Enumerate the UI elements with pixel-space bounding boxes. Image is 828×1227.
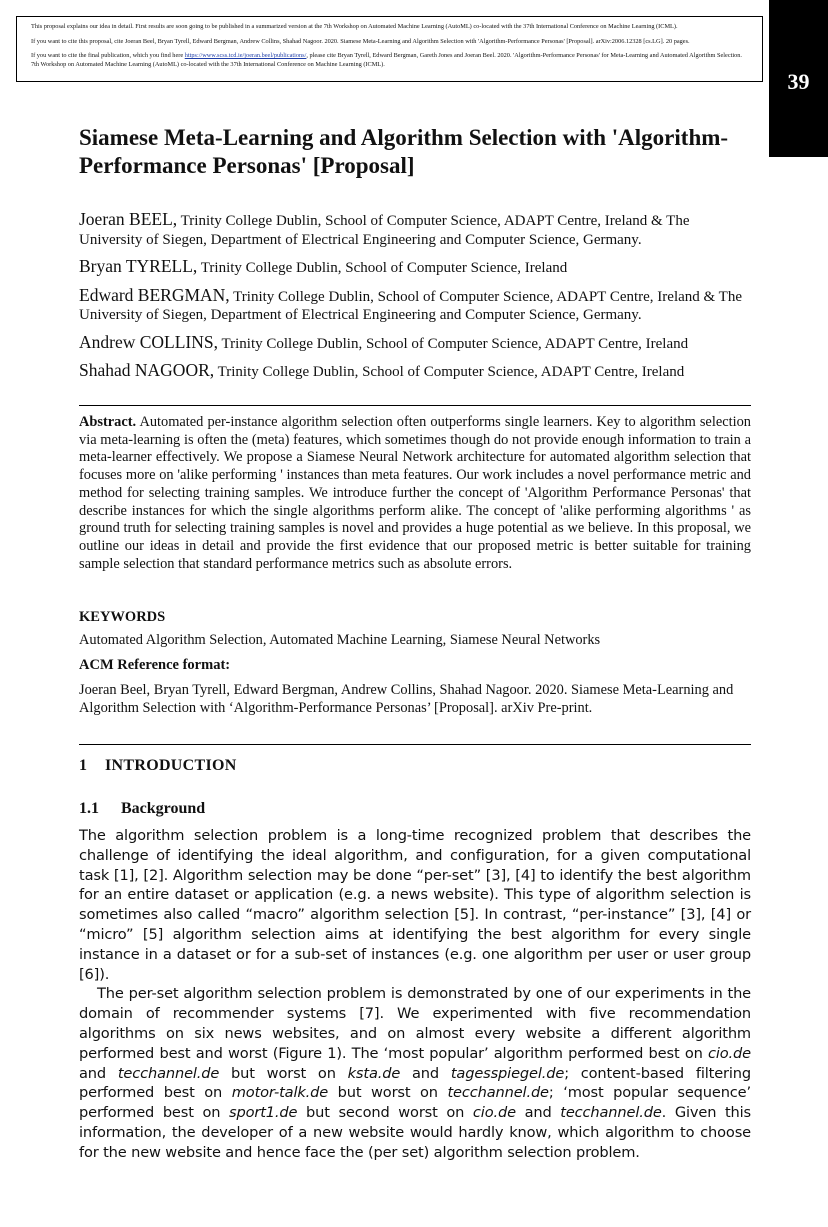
author-entry: [79, 257, 751, 278]
section-title: INTRODUCTION: [105, 757, 237, 774]
author-name: Joeran BEEL,: [79, 209, 178, 229]
abstract: [79, 405, 751, 573]
website-name: tecchannel.de: [560, 1104, 662, 1122]
section-number: 1: [79, 757, 88, 774]
text-run: but second worst on: [297, 1104, 473, 1122]
subsection-title: Background: [121, 800, 206, 817]
paper-title: Siamese Meta-Learning and Algorithm Selection with 'Algorithm-Performance Personas' [Proposal]: [79, 125, 729, 178]
author-name: Edward BERGMAN,: [79, 284, 230, 305]
website-name: cio.de: [472, 1104, 516, 1122]
text-run: The per-set algorithm selection problem is demonstrated by one of our experiments in the domain of recommender systems [7]. We experimented with five recommendation algorithms on six news websites, and on almost every website a different algorithm performed best and worst (Figure 1). The ‘most popular’ algorithm performed best on: [79, 985, 751, 1062]
text-run: ; ‘most popular sequence’ performed best on: [79, 1084, 751, 1122]
author-name: Shahad NAGOOR,: [79, 360, 215, 380]
author-name: Andrew COLLINS,: [79, 331, 219, 352]
website-name: motor-talk.de: [231, 1084, 329, 1102]
author-list: [79, 210, 751, 390]
text-run: but worst on: [219, 1064, 348, 1082]
text-run: but worst on: [328, 1084, 448, 1102]
website-name: cio.de: [708, 1044, 751, 1062]
author-entry: [79, 286, 751, 325]
author-name: Bryan TYRELL,: [79, 256, 198, 276]
paragraph-1: The algorithm selection problem is a long-time recognized problem that describes the challenge of identifying the ideal algorithm, and configuration, for a given computational task [1], [2]. Algorithm selection may be done “per-set” [3], [4] to identify the best algorithm for an entire dataset or application (e.g. a news website). This type of algorithm selection is sometimes also called “macro” algorithm selection [5]. In contrast, “per-instance” [3], [4] or “micro” [5] algorithm selection aims at identifying the best algorithm for every single instance in a dataset or for a sub-set of instances (e.g. one algorithm per user or user group [6]).: [79, 827, 751, 983]
paragraph-2: [79, 984, 751, 1162]
author-affiliation: Trinity College Dublin, School of Computer Science, ADAPT Centre, Ireland & The University of Siegen, Department of Electrical Engineering and Computer Science, Germany.: [79, 213, 690, 248]
author-entry: [79, 210, 751, 249]
website-name: sport1.de: [229, 1104, 298, 1122]
author-entry: [79, 361, 751, 382]
text-run: and: [79, 1064, 118, 1082]
subsection-heading: [79, 800, 751, 818]
author-affiliation: Trinity College Dublin, School of Computer Science, ADAPT Centre, Ireland: [217, 364, 685, 380]
keywords-heading: KEYWORDS: [79, 609, 166, 625]
text-run: . Given this information, the developer of a new website would hardly know, which algorithm to choose for the new website and hence face the (per set) algorithm selection problem.: [79, 1104, 751, 1161]
text-run: ; content-based filtering performed best on: [79, 1064, 752, 1102]
notice-line-3: [31, 52, 748, 69]
website-name: tagesspiegel.de: [450, 1064, 565, 1082]
subsection-number: 1.1: [79, 800, 99, 817]
acm-reference-text: Joeran Beel, Bryan Tyrell, Edward Bergman, Andrew Collins, Shahad Nagoor. 2020. Siamese Meta-Learning and Algorithm Selection with ‘Algorithm-Performance Personas’ [Proposal]. arXiv Pre-print.: [79, 682, 734, 716]
section-divider: [79, 744, 751, 745]
abstract-label: Abstract.: [79, 414, 137, 430]
website-name: tecchannel.de: [447, 1084, 549, 1102]
citation-notice-box: [16, 16, 763, 82]
acm-reference-heading: ACM Reference format:: [79, 657, 231, 673]
text-run: and: [400, 1064, 451, 1082]
abstract-text: Automated per-instance algorithm selection often outperforms single learners. Key to algorithm selection via meta-learning is often the (meta) features, which sometimes though do not provide enough information to train a meta-learner effectively. We propose a Siamese Neural Network architecture for automated algorithm selection that focuses more on 'alike performing ' instances than meta features. Our work includes a novel performance metric and method for selecting training samples. We introduce further the concept of 'Algorithm Performance Personas' that describe instances for which the single algorithms perform alike. The concept of 'alike performing algorithms ' as ground truth for selecting training samples is novel and provides a huge potential as we believe. In this proposal, we outline our ideas in detail and provide the first evidence that our proposed metric is better suitable for training sample selection that standard performance metrics such as absolute errors.: [79, 414, 751, 572]
author-entry: [79, 333, 751, 354]
keywords-text: Automated Algorithm Selection, Automated Machine Learning, Siamese Neural Networks: [79, 632, 601, 648]
notice-line-2: If you want to cite this proposal, cite Joeran Beel, Bryan Tyrell, Edward Bergman, Andrew Collins, Shahad Nagoor. 2020. Siamese Meta-Learning and Algorithm Selection with 'Algorithm-Performance Personas' [Proposal]. arXiv:2006.12328 [cs.LG]. 20 pages.: [31, 37, 690, 45]
notice-line-1: This proposal explains our idea in detail. First results are soon going to be published in a summarized version at the 7th Workshop on Automated Machine Learning (AutoML) co-located with the 37th International Conference on Machine Learning (ICML).: [31, 23, 678, 30]
author-affiliation: Trinity College Dublin, School of Computer Science, ADAPT Centre, Ireland: [221, 335, 689, 352]
section-heading: [79, 757, 751, 775]
website-name: tecchannel.de: [117, 1064, 220, 1082]
body-text: [79, 826, 751, 1163]
text-run: and: [515, 1104, 561, 1122]
author-affiliation: Trinity College Dublin, School of Computer Science, ADAPT Centre, Ireland & The University of Siegen, Department of Electrical Engineering and Computer Science, Germany.: [79, 288, 742, 323]
author-affiliation: Trinity College Dublin, School of Computer Science, Ireland: [200, 260, 568, 276]
notice-line-3-pre: If you want to cite the final publication, which you find here: [31, 52, 185, 59]
notice-line-3-post: , please cite Bryan Tyrell, Edward Bergman, Gareth Jones and Joeran Beel. 2020. 'Algorithm-Performance Personas' for Meta-Learning and Automated Algorithm Selection. 7th Workshop on Automated Machine Learning (AutoML) co-located with the 37th International Conference on Machine Learning (ICML).: [31, 52, 743, 68]
website-name: ksta.de: [347, 1064, 401, 1082]
page-number-tab: 39: [769, 0, 828, 157]
publications-link[interactable]: https://www.scss.tcd.ie/joeran.beel/publications/: [184, 52, 307, 59]
